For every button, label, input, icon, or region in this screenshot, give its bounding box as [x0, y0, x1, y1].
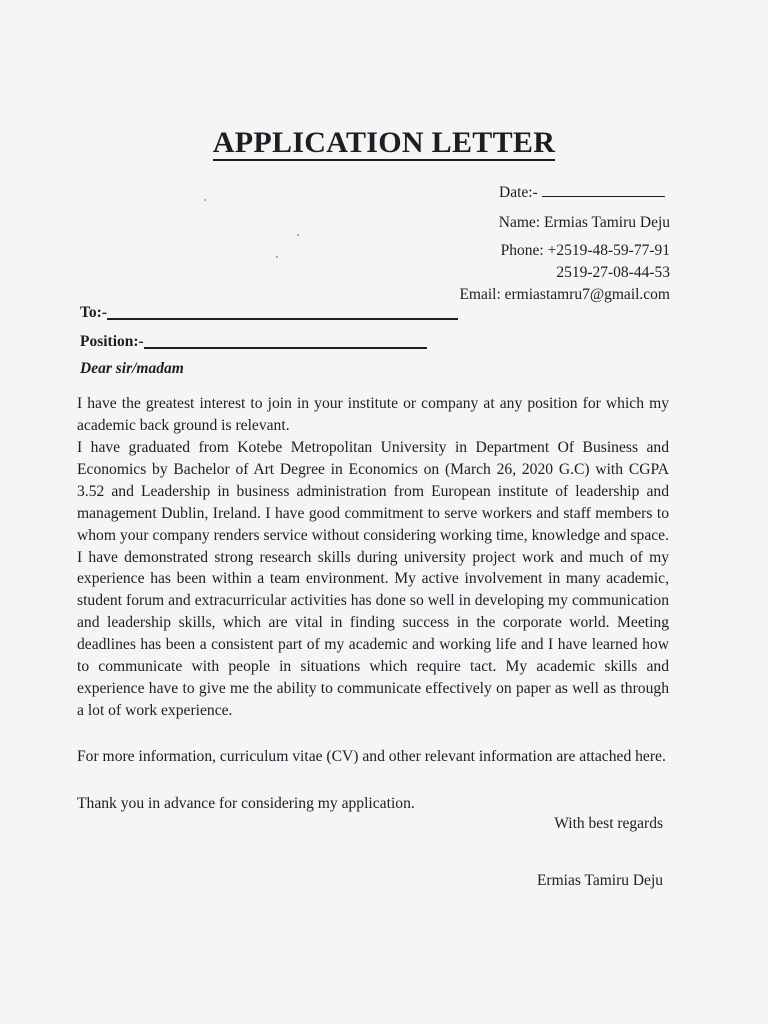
date-line	[499, 184, 665, 202]
letter-title-text: APPLICATION LETTER	[212, 126, 556, 159]
closing-regards: With best regards	[554, 815, 663, 832]
salutation: Dear sir/madam	[80, 360, 184, 377]
to-label: To:-	[80, 304, 107, 321]
date-blank	[542, 196, 665, 197]
signature-name: Ermias Tamiru Deju	[536, 872, 663, 889]
name-line: Name: Ermias Tamiru Deju	[498, 214, 670, 231]
phone-line-2: 2519-27-08-44-53	[556, 264, 670, 281]
letter-title	[0, 126, 768, 160]
scan-speck	[297, 234, 299, 236]
date-label: Date:-	[499, 184, 538, 201]
paragraph-thanks: Thank you in advance for considering my application.	[77, 795, 415, 812]
paragraph-interest: I have the greatest interest to join in your institute or company at any position for which my academic back ground is relevant.	[77, 395, 669, 434]
position-field	[80, 333, 427, 351]
position-blank	[144, 347, 427, 349]
scan-speck	[204, 199, 206, 201]
scan-speck	[276, 256, 278, 258]
email-line: Email: ermiastamru7@gmail.com	[459, 286, 670, 303]
to-field	[80, 304, 458, 322]
phone-line: Phone: +2519-48-59-77-91	[500, 242, 670, 259]
paragraph-attachments: For more information, curriculum vitae (CV) and other relevant information are attached here.	[77, 748, 666, 765]
position-label: Position:-	[80, 333, 144, 350]
paragraph-education: I have graduated from Kotebe Metropolitan University in Department Of Business and Economics by Bachelor of Art Degree in Economics on (March 26, 2020 G.C) with CGPA 3.52 and Leadership in business administration from European institute of leadership and management Dublin, Ireland. I have good commitment to serve workers and staff members to whom your company renders service without considering working time, knowledge and space. I have demonstrated strong research skills during university project work and much of my experience has been within a team environment. My active involvement in many academic, student forum and extracurricular activities has done so well in developing my communication and leadership skills, which are vital in finding success in the corporate world. Meeting deadlines has been a consistent part of my academic and working life and I have learned how to communicate with people in situations which require tact. My academic skills and experience have to give me the ability to communicate effectively on paper as well as through a lot of work experience.	[77, 439, 669, 719]
to-blank	[107, 318, 458, 320]
